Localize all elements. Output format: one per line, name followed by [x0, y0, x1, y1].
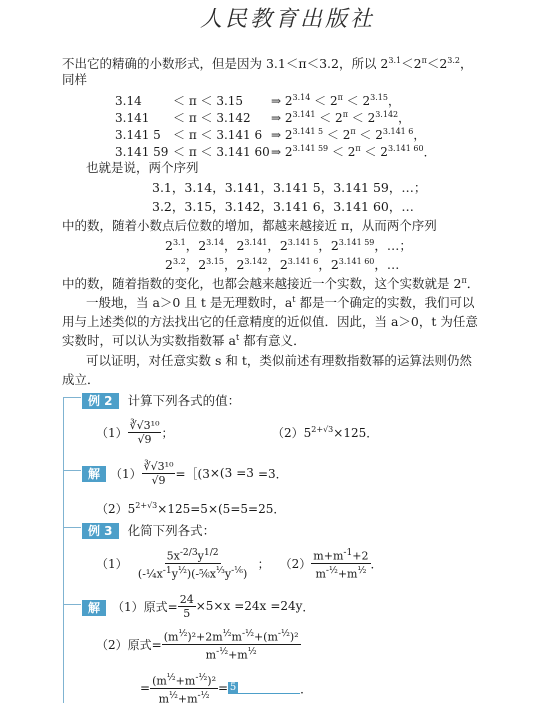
power-base: ，2	[318, 257, 339, 272]
solution-1-result: =3．	[257, 466, 288, 481]
power-exponent: 3.142	[244, 256, 268, 266]
solution-1-step-2: ×(3	[209, 466, 233, 480]
example-3-connector	[63, 527, 81, 528]
solution-2-fraction-2: $\frac{(m^{\frac{1}{2}})^2+2m^{\frac{1}{2}}m^{-\frac{1}{2}}+(m^{-\frac{1}{2}})^2}{m^{-\frac{1}{2}}+m^{\frac{1}{2}}}$	[163, 627, 299, 662]
inequality-end: ，	[387, 94, 400, 108]
general-1-exponent: t	[292, 294, 296, 304]
inequality-r: ＜ 2	[355, 128, 383, 142]
general-line-1	[86, 295, 474, 311]
general-3-end: 都有意义．	[239, 333, 306, 348]
power-base: ，2	[223, 257, 245, 272]
inequality-m: ＜ 2	[310, 94, 338, 108]
inequality-exp-1: 3.14	[292, 93, 311, 102]
inequality-implies: ⇒ 2	[271, 94, 293, 108]
solution-2-fraction: $\frac{24}{5}$	[179, 592, 194, 620]
intro-end: ，	[460, 56, 473, 71]
power-base: ，2	[223, 238, 245, 253]
inequality-implies: ⇒ 2	[271, 145, 293, 159]
solution-1-part-2	[96, 500, 285, 517]
example-2-part-2-label: （2）	[272, 426, 304, 440]
solution-1-part-2-eq3: =5	[230, 502, 249, 516]
prove-line-2: 成立．	[62, 372, 100, 387]
general-1-end: 都是一个确定的实数，我们可以	[295, 295, 475, 310]
inequality-implies: ⇒ 2	[271, 111, 293, 125]
solution-2-part-2-step	[140, 671, 313, 705]
inequality-r: ＜ 2	[342, 94, 371, 108]
example-2-part-1-label: （1）	[96, 425, 128, 440]
example-2-connector	[63, 397, 81, 398]
inequality-m: ＜ 2	[328, 145, 356, 159]
power-base: ，2	[267, 238, 288, 253]
inequality-m: ＜ 2	[315, 111, 343, 125]
intro-text-2: ＜2	[401, 56, 422, 71]
inequality-exp-3: 3.141 60	[387, 144, 424, 153]
general-line-3	[62, 333, 306, 349]
inequality-end: ，	[413, 128, 426, 142]
solution-1-part-2-base: 5	[127, 502, 136, 516]
power-exponent: 3.14	[206, 237, 224, 247]
inequality-exp-1: 3.141	[292, 110, 316, 119]
solution-1-badge: 解	[82, 466, 106, 482]
inequality-row	[115, 143, 436, 160]
inequality-left: 3.14	[115, 94, 142, 108]
example-2-part-2-exponent: 2+√3	[311, 425, 334, 434]
solution-1-part-1-label: （1）	[110, 466, 142, 481]
power-exponent: 3.141	[244, 237, 268, 247]
example-3-header	[82, 520, 215, 539]
solution-2-result: =24y	[270, 599, 303, 613]
solution-1-part-2-exp: 2+√3	[135, 501, 158, 510]
inequality-r: ＜ 2	[347, 111, 376, 125]
power-base: 2	[165, 257, 173, 272]
power-sequence-1	[165, 238, 412, 254]
example-3-part-1	[96, 542, 383, 584]
example-3-part-1-label: （1）	[96, 556, 128, 571]
solution-2-step-1: ×5×x	[195, 599, 231, 613]
general-1-text: 一般地，当 a＞0 且 t 是无理数时，a	[86, 295, 293, 310]
power-sequence-end: ，…；	[374, 238, 412, 253]
solution-1-part-2-final: =25．	[248, 502, 286, 516]
inequality-exp-2: π	[355, 144, 361, 153]
power-sequence-end: ，…	[374, 257, 400, 272]
paragraph-intro	[62, 56, 473, 72]
publisher-logo: 人民教育出版社	[200, 7, 376, 32]
inequality-left: 3.141 5	[115, 128, 161, 142]
power-exponent: 3.15	[206, 256, 224, 266]
power-exponent: 3.141 6	[287, 256, 319, 266]
example-3-fraction-2: $\frac{m+m^{-1}+2}{m^{-\frac{1}{2}}+m^{\frac{1}{2}}}$	[313, 546, 369, 581]
power-exponent: 3.141 60	[338, 256, 375, 266]
inequality-middle: ＜ π ＜ 3.141 60	[173, 145, 270, 159]
solution-1-connector	[63, 470, 81, 471]
solution-2-part-2-label: （2）原式=	[96, 637, 162, 652]
power-base: ，2	[185, 257, 207, 272]
inequality-exp-3: 3.142	[375, 110, 399, 119]
inequality-m: ＜ 2	[323, 128, 351, 142]
conclusion-end: ．	[466, 276, 480, 291]
inequality-end: ，	[398, 111, 411, 125]
general-3-text: 实数时，可以认为实数指数幂 a	[62, 333, 236, 348]
power-base: ，2	[267, 257, 288, 272]
example-2-fraction: $\frac{\text{∛√3¹⁰}}{√9}$	[129, 418, 160, 446]
solution-2-header	[82, 597, 106, 616]
example-3-part-2-end: ．	[370, 556, 383, 571]
solution-1-part-2-eq2: ×(5	[207, 502, 231, 516]
power-base: ，2	[185, 238, 207, 253]
prove-line-1: 可以证明，对任意实数 s 和 t，类似前述有理数指数幂的运算法则仍然	[86, 353, 472, 368]
intro-exponent-3: 3.2	[447, 55, 461, 65]
power-exponent: 3.141 5	[287, 237, 319, 247]
inequality-left: 3.141	[115, 111, 150, 125]
inequality-exp-2: π	[350, 127, 356, 136]
solution-2-connector	[63, 604, 81, 605]
solution-2-fraction-3: $\frac{(m^{\frac{1}{2}}+m^{-\frac{1}{2}})^2}{m^{\frac{1}{2}}+m^{-\frac{1}{2}}}$	[152, 671, 216, 705]
conclusion-exponent: π	[461, 275, 467, 285]
example-2-part-2-base: 5	[303, 426, 312, 440]
example-2-part-1-end: ；	[161, 425, 174, 440]
that-is-text: 也就是说，两个序列	[86, 160, 199, 175]
inequality-exp-3: 3.141 6	[382, 127, 414, 136]
general-line-2: 用与上述类似的方法找出它的任意精度的近似值．因此，当 a＞0，t 为任意	[62, 314, 478, 329]
intro-exponent-2: π	[421, 55, 427, 65]
solution-2-part-1	[112, 592, 314, 620]
inequality-left: 3.141 59	[115, 145, 169, 159]
answer-number-badge: 5	[229, 682, 237, 693]
solution-1-step-1: =［(3	[175, 466, 210, 481]
inequality-exp-1: 3.141 59	[292, 144, 329, 153]
solution-2-end: ．	[302, 599, 315, 614]
example-3-part-1-end: ；	[257, 556, 270, 571]
same-label: 同样	[62, 72, 88, 87]
inequality-row	[115, 92, 400, 109]
solution-2-final-end: ．	[300, 681, 313, 696]
example-3-title: 化简下列各式：	[127, 523, 216, 538]
inequality-exp-2: π	[337, 93, 343, 102]
intro-text: 不出它的精确的小数形式，但是因为 3.1＜π＜3.2，所以 2	[62, 56, 389, 71]
power-exponent: 3.1	[172, 237, 186, 247]
inequality-middle: ＜ π ＜ 3.141 6	[173, 128, 263, 142]
example-3-fraction-1: $\frac{5x^{-2/3}y^{1/2}}{(-\frac{1}{4}x^{-1}y^{\frac{1}{2}})(-\frac{5}{6}x^{\frac{1}{3}}y^{-\frac{1}{6}})}$	[137, 546, 248, 581]
inequality-end: ．	[423, 145, 436, 159]
solution-1-header	[82, 463, 106, 482]
inequality-row	[115, 109, 410, 126]
middle-text: 中的数，随着小数点后位数的增加，都越来越接近 π，从而两个序列	[62, 218, 437, 233]
example-2-part-2-end: ．	[366, 426, 379, 440]
general-3-exponent: t	[235, 332, 240, 342]
sequence-1: 3.1，3.14，3.141，3.141 5，3.141 59，…；	[152, 180, 427, 195]
conclusion-text	[62, 276, 479, 292]
solution-1-step-3: =3	[236, 466, 254, 480]
solution-1-part-2-mid: ×125	[157, 502, 191, 516]
solution-2-badge: 解	[82, 600, 106, 616]
inequality-implies: ⇒ 2	[271, 128, 293, 142]
solution-2-part-1-label: （1）原式=	[112, 599, 178, 614]
solution-1-part-2-label: （2）	[96, 502, 128, 516]
solution-2-step-2: =24x	[234, 599, 267, 613]
inequality-exp-2: π	[342, 110, 348, 119]
solution-1-fraction: $\frac{\text{∛√3¹⁰}}{√9}$	[143, 459, 174, 487]
solution-1-part-2-eq: =5	[190, 502, 208, 516]
example-2-badge: 例 2	[82, 393, 119, 409]
solution-2-eq: =	[140, 681, 151, 695]
example-2-header	[82, 390, 240, 409]
example-2-part-1	[96, 414, 174, 450]
inequality-middle: ＜ π ＜ 3.15	[173, 94, 244, 108]
example-2-part-2	[272, 424, 378, 441]
power-base: 2	[165, 238, 173, 253]
power-base: ，2	[318, 238, 339, 253]
power-exponent: 3.2	[172, 256, 186, 266]
solution-2-eq-2: =	[218, 681, 229, 695]
answer-blank	[238, 683, 300, 694]
sequence-2: 3.2，3.15，3.142，3.141 6，3.141 60，…	[152, 199, 414, 214]
inequality-row	[115, 126, 425, 143]
example-2-title: 计算下列各式的值：	[127, 393, 241, 408]
intro-exponent-1: 3.1	[388, 55, 402, 65]
intro-text-3: ＜2	[426, 56, 448, 71]
inequality-exp-3: 3.15	[370, 93, 388, 102]
inequality-middle: ＜ π ＜ 3.142	[173, 111, 251, 125]
example-3-part-2-label: （2）	[279, 556, 312, 571]
conclusion-main: 中的数，随着指数的变化，也都会越来越接近一个实数，这个实数就是 2	[62, 276, 462, 291]
solution-1-part-1	[110, 456, 288, 490]
example-3-badge: 例 3	[82, 523, 119, 539]
inequality-r: ＜ 2	[360, 145, 388, 159]
example-guide-line	[63, 398, 64, 703]
inequality-exp-1: 3.141 5	[292, 127, 324, 136]
solution-2-part-2	[96, 626, 301, 662]
power-exponent: 3.141 59	[338, 237, 375, 247]
example-2-part-2-times: ×125	[333, 426, 367, 440]
power-sequence-2	[165, 257, 399, 273]
